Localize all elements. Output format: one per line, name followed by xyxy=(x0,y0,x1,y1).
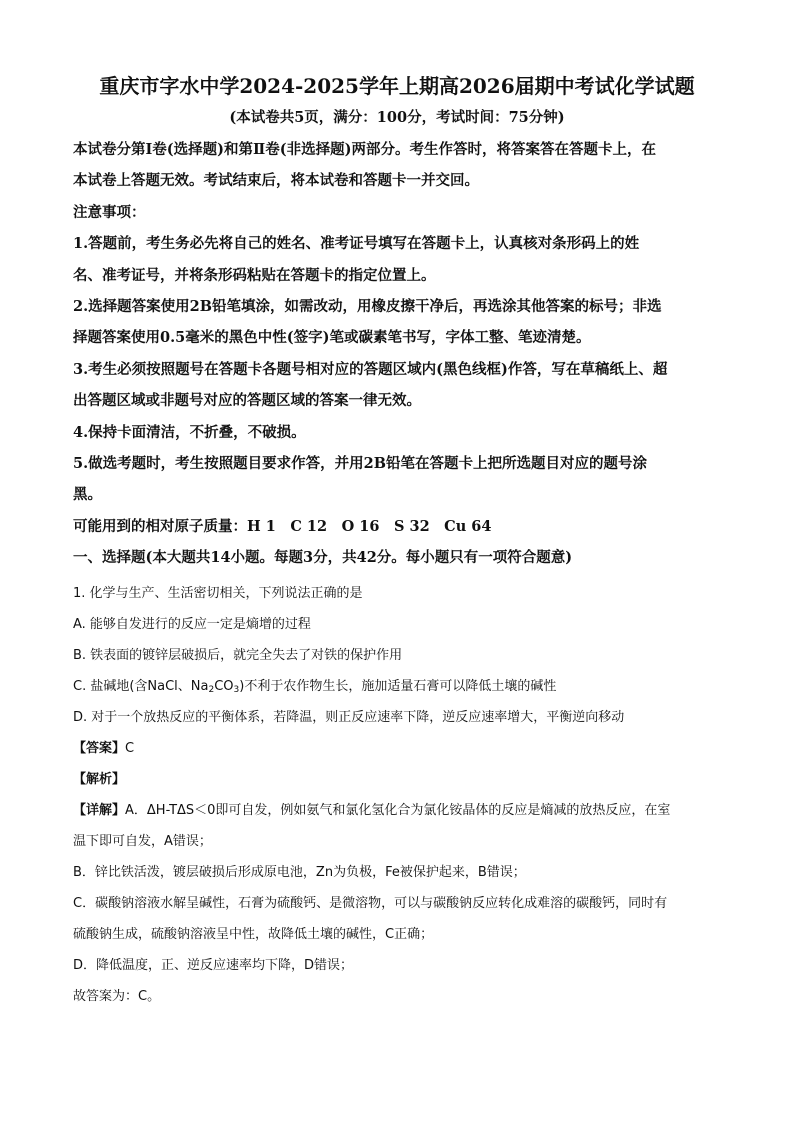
answer-line xyxy=(73,733,725,764)
note-4: 4.保持卡面清洁，不折叠，不破损。 xyxy=(73,423,306,441)
intro-line-2: 本试卷上答题无效。考试结束后，将本试卷和答题卡一并交回。 xyxy=(73,172,479,190)
question-1 xyxy=(73,578,725,1012)
note-5-line-1: 5.做选考题时，考生按照题目要求作答，并用2B铅笔在答题卡上把所选题目对应的题号涂 xyxy=(73,455,647,473)
page-title: 重庆市字水中学2024-2025学年上期高2026届期中考试化学试题 xyxy=(99,74,695,98)
notes-heading: 注意事项： xyxy=(73,203,146,221)
note-3-line-2: 出答题区域或非题号对应的答题区域的答案一律无效。 xyxy=(73,392,421,410)
option-c-text-1: C. 盐碱地(含NaCl、Na xyxy=(73,679,209,694)
instructions-block xyxy=(73,134,725,574)
page-subtitle: (本试卷共5页，满分：100分，考试时间：75分钟) xyxy=(229,109,565,126)
answer-value: C xyxy=(125,741,135,756)
option-b: B. 铁表面的镀锌层破损后，就完全失去了对铁的保护作用 xyxy=(73,648,403,663)
intro-line-1: 本试卷分第Ⅰ卷(选择题)和第Ⅱ卷(非选择题)两部分。考生作答时，将答案答在答题卡上，在 xyxy=(73,141,656,158)
detail-d: D．降低温度，正、逆反应速率均下降，D错误； xyxy=(73,958,354,973)
detail-c-line-1: C．碳酸钠溶液水解呈碱性，石膏为硫酸钙、是微溶物，可以与碳酸钠反应转化成难溶的碳酸钙，同时有 xyxy=(73,896,668,911)
atomic-masses: 可能用到的相对原子质量：H 1 C 12 O 16 S 32 Cu 64 xyxy=(73,517,492,535)
option-c-text-3: )不利于农作物生长，施加适量石膏可以降低土壤的碱性 xyxy=(239,679,557,694)
option-c xyxy=(73,671,725,702)
option-c-sub-1: 2 xyxy=(208,685,215,695)
note-1-line-1: 1.答题前，考生务必先将自己的姓名、准考证号填写在答题卡上，认真核对条形码上的姓 xyxy=(73,235,640,253)
detail-c-line-2: 硫酸钠生成，硫酸钠溶液呈中性，故降低土壤的碱性，C正确； xyxy=(73,927,434,942)
note-2-line-2: 择题答案使用0.5毫米的黑色中性(签字)笔或碳素笔书写，字体工整、笔迹清楚。 xyxy=(73,329,591,347)
conclusion: 故答案为：C。 xyxy=(73,989,161,1004)
section-heading: 一、选择题(本大题共14小题。每题3分，共42分。每小题只有一项符合题意) xyxy=(73,549,573,567)
detail-a-line-2: 温下即可自发，A错误； xyxy=(73,834,212,849)
option-c-text-2: CO xyxy=(214,679,234,694)
option-c-sub-2: 3 xyxy=(233,685,240,695)
option-d: D. 对于一个放热反应的平衡体系，若降温，则正反应速率下降，逆反应速率增大，平衡逆向移动 xyxy=(73,710,625,725)
question-stem: 1. 化学与生产、生活密切相关，下列说法正确的是 xyxy=(73,586,363,601)
note-5-line-2: 黑。 xyxy=(73,486,102,504)
detail-a-text: A．ΔH-TΔS＜0即可自发，例如氨气和氯化氢化合为氯化铵晶体的反应是熵减的放热反应，在室 xyxy=(125,803,671,818)
note-3-line-1: 3.考生必须按照题号在答题卡各题号相对应的答题区域内(黑色线框)作答，写在草稿纸上、超 xyxy=(73,360,668,378)
answer-tag: 【答案】 xyxy=(73,741,126,756)
analysis-tag: 【解析】 xyxy=(73,772,126,787)
detail-a-line-1 xyxy=(73,795,725,826)
detail-tag: 【详解】 xyxy=(73,803,126,818)
note-1-line-2: 名、准考证号，并将条形码粘贴在答题卡的指定位置上。 xyxy=(73,266,436,284)
detail-b: B．锌比铁活泼，镀层破损后形成原电池，Zn为负极，Fe被保护起来，B错误； xyxy=(73,865,526,880)
note-2-line-1: 2.选择题答案使用2B铅笔填涂，如需改动，用橡皮擦干净后，再选涂其他答案的标号；非选 xyxy=(73,298,662,316)
option-a: A. 能够自发进行的反应一定是熵增的过程 xyxy=(73,617,311,632)
